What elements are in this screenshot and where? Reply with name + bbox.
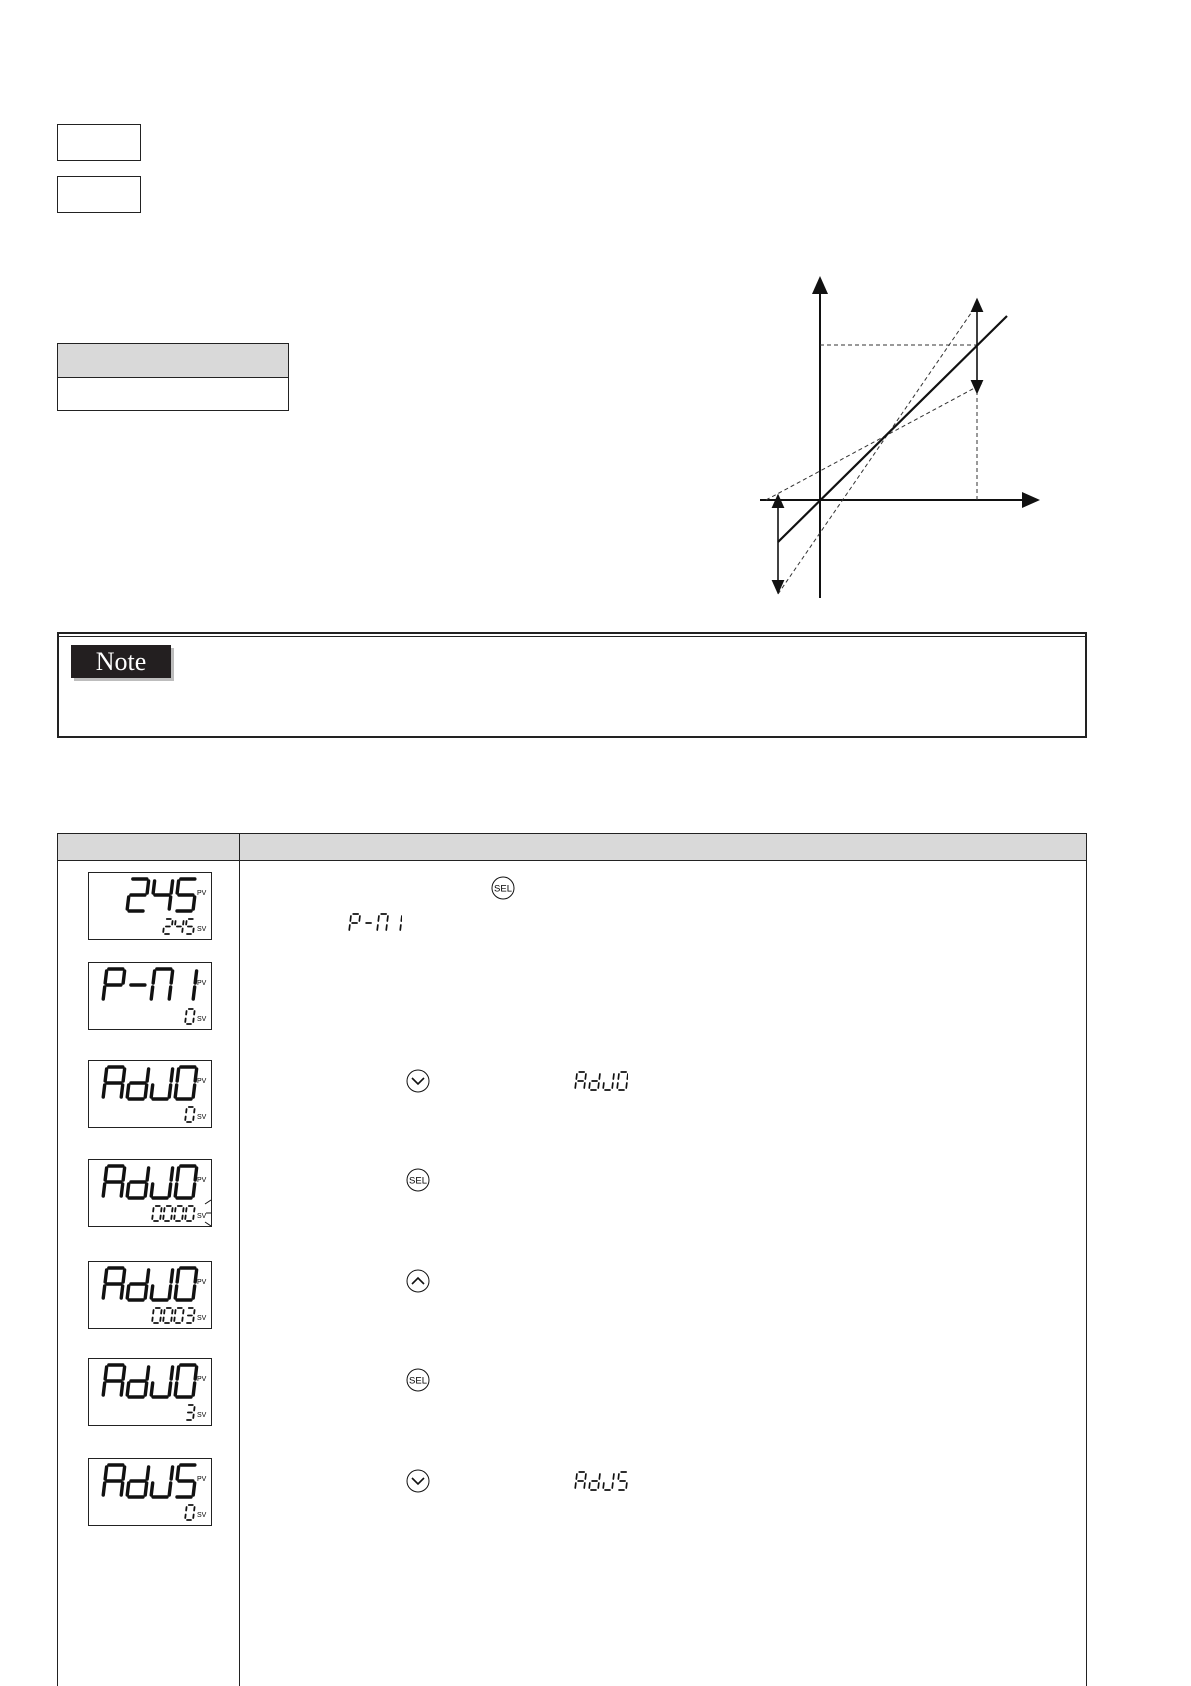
characteristic-line — [778, 316, 1007, 542]
pv-digit — [151, 1069, 172, 1099]
pv-digit — [177, 879, 195, 911]
column-divider — [239, 860, 240, 1686]
sv-digit — [163, 1308, 172, 1323]
lcd-display — [88, 1458, 212, 1526]
lcd-display — [88, 1261, 212, 1329]
inline-display-adj0-digit — [575, 1072, 586, 1088]
sv-digit — [187, 1308, 195, 1323]
pv-digit — [103, 1268, 124, 1298]
down-button-icon — [406, 1069, 430, 1093]
pv-digit — [103, 969, 124, 999]
sv-digit — [175, 921, 183, 932]
svg-text:SEL: SEL — [409, 1176, 427, 1187]
blink-indicator — [205, 1222, 211, 1226]
sv-digit — [163, 919, 172, 934]
sv-digit — [186, 919, 194, 934]
sv-digit — [174, 1308, 183, 1323]
dashed-line-steep — [778, 300, 980, 594]
pv-label: PV — [197, 1279, 207, 1286]
pv-digit — [103, 1166, 124, 1196]
down-button-icon — [406, 1469, 430, 1493]
lcd-display — [88, 1060, 212, 1128]
parameter-table-header — [57, 343, 289, 378]
pv-digit — [103, 1365, 124, 1395]
pv-label: PV — [197, 1177, 207, 1184]
inline-display-adj5-digit — [589, 1474, 600, 1490]
sv-digit — [185, 1505, 194, 1520]
pv-label: PV — [197, 1078, 207, 1085]
sv-digit — [185, 1107, 194, 1122]
inline-display-p-n1-digit — [377, 914, 388, 930]
sv-label: SV — [197, 1016, 207, 1023]
note-box — [57, 632, 1087, 738]
pv-label: PV — [197, 1376, 207, 1383]
pv-label: PV — [197, 980, 207, 987]
inline-display-p-n1 — [342, 912, 402, 936]
note-label: Note — [71, 645, 171, 678]
sv-label: SV — [197, 926, 207, 933]
pv-label: PV — [197, 1476, 207, 1483]
sv-digit — [163, 1206, 172, 1221]
parameter-table — [57, 343, 289, 411]
svg-text:SEL: SEL — [494, 884, 512, 895]
sv-digit — [187, 1405, 195, 1420]
pv-digit — [151, 1367, 172, 1397]
pv-digit — [175, 1166, 196, 1198]
sel-button-icon — [406, 1168, 430, 1192]
procedure-table — [57, 833, 1087, 1686]
sv-digit — [174, 1206, 183, 1221]
sel-button-icon — [491, 876, 515, 900]
sv-digit — [185, 1009, 194, 1024]
pv-digit — [175, 1067, 196, 1099]
sv-label: SV — [197, 1213, 207, 1220]
pv-digit — [127, 1069, 148, 1099]
inline-display-p-n1-digit — [400, 916, 402, 930]
label-box-2 — [57, 176, 141, 213]
sv-label: SV — [197, 1315, 207, 1322]
pv-digit — [151, 1270, 172, 1300]
parameter-table-row — [57, 378, 289, 411]
svg-text:SEL: SEL — [409, 1376, 427, 1387]
inline-display-adj0 — [568, 1070, 628, 1094]
sv-label: SV — [197, 1512, 207, 1519]
procedure-table-header — [58, 833, 1086, 861]
pv-digit — [153, 881, 172, 909]
label-box-1 — [57, 124, 141, 161]
lcd-display — [88, 872, 212, 940]
inline-display-adj5-digit — [603, 1474, 614, 1490]
inline-display-p-n1-digit — [349, 914, 360, 930]
sv-digit — [185, 1206, 194, 1221]
pv-digit — [151, 969, 172, 999]
dashed-line-shallow — [766, 384, 982, 500]
sv-digit — [152, 1308, 161, 1323]
pv-digit — [103, 1465, 124, 1495]
pv-digit — [127, 1270, 148, 1300]
adjustment-graph — [750, 276, 1040, 606]
pv-digit — [177, 1465, 195, 1497]
inline-display-adj5 — [568, 1470, 628, 1494]
inline-display-adj0-digit — [603, 1074, 614, 1090]
inline-display-adj5-digit — [618, 1472, 627, 1490]
pv-digit — [127, 1168, 148, 1198]
inline-display-adj0-digit — [617, 1072, 628, 1090]
pv-digit — [127, 879, 148, 911]
inline-display-adj5-digit — [575, 1472, 586, 1488]
header-divider — [239, 833, 240, 861]
pv-label: PV — [197, 890, 207, 897]
sel-button-icon — [406, 1368, 430, 1392]
sv-label: SV — [197, 1412, 207, 1419]
pv-digit — [151, 1467, 172, 1497]
pv-digit — [103, 1067, 124, 1097]
sv-digit — [152, 1206, 161, 1221]
lcd-display — [88, 1159, 212, 1227]
pv-digit — [127, 1467, 148, 1497]
lcd-display — [88, 1358, 212, 1426]
pv-digit — [175, 1365, 196, 1397]
blink-indicator — [205, 1200, 211, 1204]
pv-digit — [151, 1168, 172, 1198]
inline-display-adj0-digit — [589, 1074, 600, 1090]
lcd-display — [88, 962, 212, 1030]
up-button-icon — [406, 1269, 430, 1293]
sv-label: SV — [197, 1114, 207, 1121]
pv-digit — [175, 1268, 196, 1300]
pv-digit — [127, 1367, 148, 1397]
